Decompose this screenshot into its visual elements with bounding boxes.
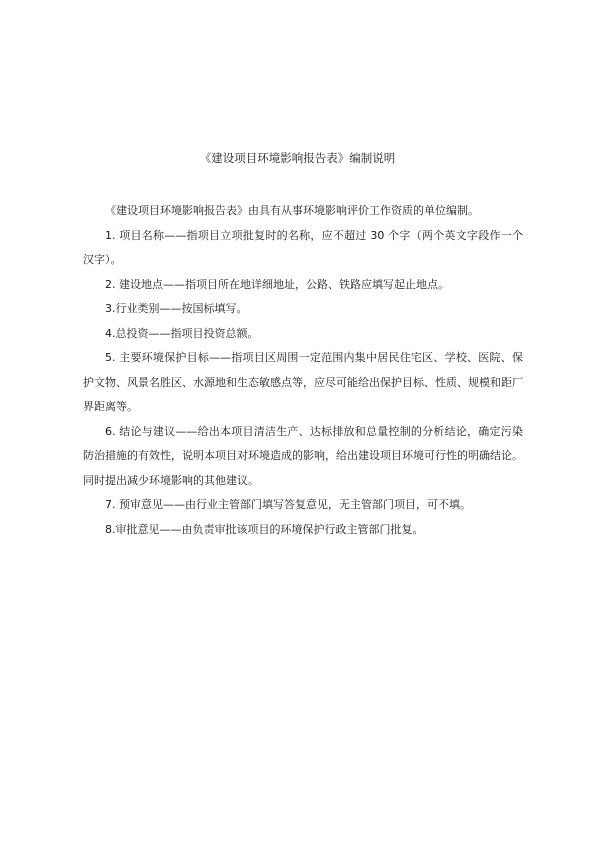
document-body xyxy=(83,199,523,542)
item-4-paragraph: 4.总投资——指项目投资总额。 xyxy=(105,326,259,340)
item-2-paragraph: 2. 建设地点——指项目所在地详细地址，公路、铁路应填写起止地点。 xyxy=(105,277,449,291)
item-7-paragraph: 7. 预审意见——由行业主管部门填写答复意见，无主管部门项目，可不填。 xyxy=(105,498,471,511)
item-3-paragraph: 3.行业类别——按国标填写。 xyxy=(105,302,248,315)
item-8-paragraph: 8.审批意见——由负责审批该项目的环境保护行政主管部门批复。 xyxy=(105,522,424,536)
item-1-paragraph: 1. 项目名称——指项目立项批复时的名称，应不超过 30 个字（两个英文字段作一个汉字）。 xyxy=(83,228,523,266)
item-5-paragraph: 5. 主要环境保护目标——指项目区周围一定范围内集中居民住宅区、学校、医院、保护文物、风景名胜区、水源地和生态敏感点等，应尽可能给出保护目标、性质、规模和距厂界距离等。 xyxy=(83,351,523,413)
item-6-paragraph: 6. 结论与建议——给出本项目清洁生产、达标排放和总量控制的分析结论，确定污染防治措施的有效性，说明本项目对环境造成的影响，给出建设项目环境可行性的明确结论。同时提出减少环境影响的其他建议。 xyxy=(83,424,523,487)
document-title: 《建设项目环境影响报告表》编制说明 xyxy=(199,151,396,165)
intro-paragraph: 《建设项目环境影响报告表》由具有从事环境影响评价工作资质的单位编制。 xyxy=(105,204,479,217)
